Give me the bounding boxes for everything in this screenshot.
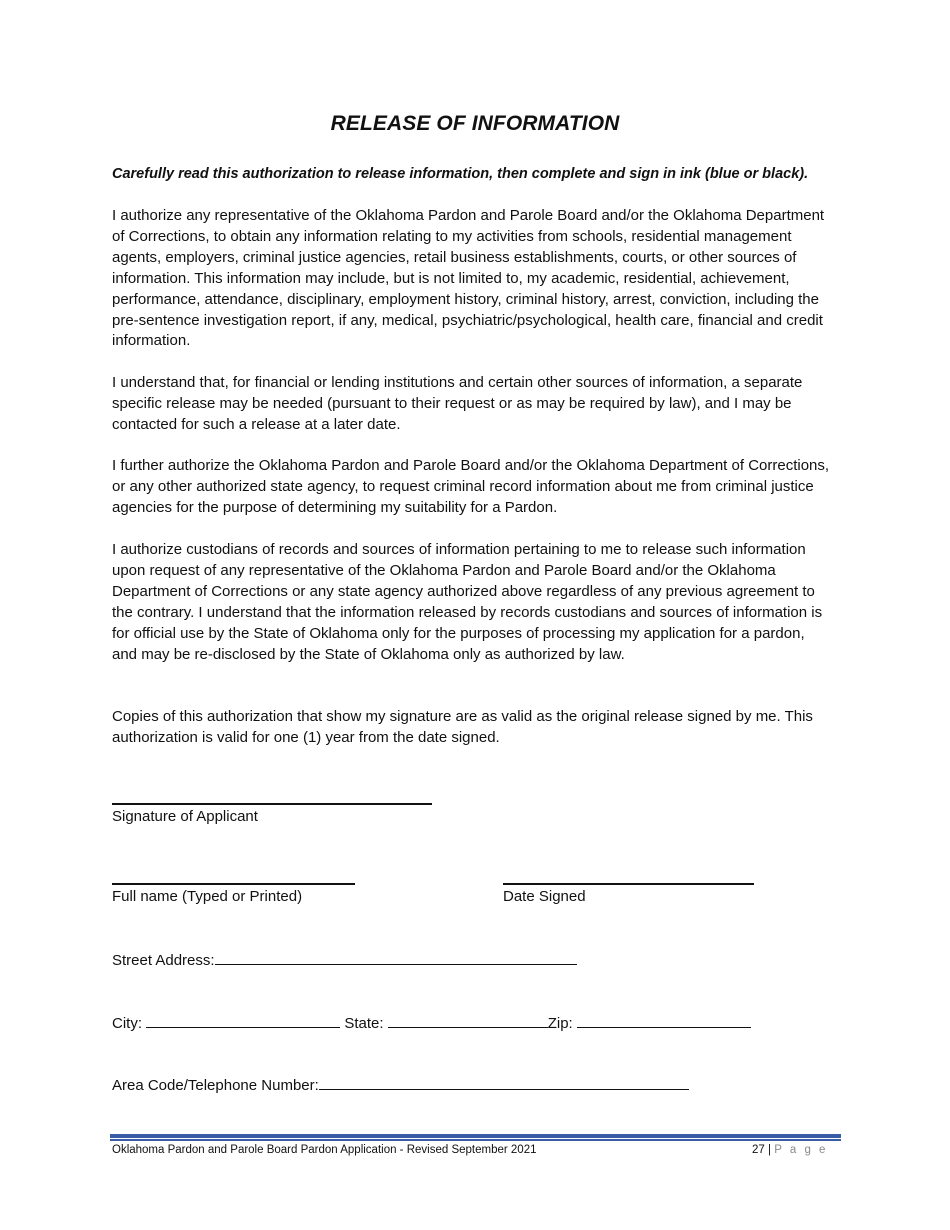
page-title: RELEASE OF INFORMATION: [330, 112, 620, 135]
city-line[interactable]: [146, 1013, 340, 1028]
signature-line[interactable]: [112, 803, 432, 805]
street-address-line[interactable]: [215, 950, 577, 965]
page-number: 27: [752, 1144, 765, 1156]
telephone-field: [112, 1075, 689, 1094]
city-label: City:: [112, 1015, 142, 1032]
page-number-block: [752, 1144, 828, 1156]
telephone-line[interactable]: [319, 1075, 689, 1090]
signature-label: Signature of Applicant: [112, 808, 258, 825]
page-word: P a g e: [774, 1144, 828, 1156]
footer-text: Oklahoma Pardon and Parole Board Pardon Application - Revised September 2021: [112, 1144, 537, 1156]
paragraph-authorize: I authorize any representative of the Oklahoma Pardon and Parole Board and/or the Oklahoma Department of Corrections, to obtain any information relating to my activities from schools, residential management agents, employers, criminal justice agencies, retail business establishments, courts, or other sources of information. This information may include, but is not limited to, my academic, residential, achievement, performance, attendance, disciplinary, employment history, criminal history, arrest, conviction, including the pre-sentence investigation report, if any, medical, psychiatric/psychological, health care, financial and credit information.: [112, 207, 825, 350]
instruction-text: Carefully read this authorization to release information, then complete and sign in ink (blue or black).: [112, 166, 809, 182]
street-address-label: Street Address:: [112, 952, 215, 969]
telephone-label: Area Code/Telephone Number:: [112, 1077, 319, 1094]
page-separator: |: [768, 1144, 771, 1156]
paragraph-understand: I understand that, for financial or lending institutions and certain other sources of information, a separate specific release may be needed (pursuant to their request or as may be required by law), and I may be contacted for such a release at a later date.: [112, 374, 803, 433]
city-state-zip-field: [112, 1013, 751, 1032]
paragraph-further-authorize: I further authorize the Oklahoma Pardon and Parole Board and/or the Oklahoma Department of Corrections, or any other authorized state agency, to request criminal record information about me from criminal justice agencies for the purpose of determining my suitability for a Pardon.: [112, 457, 830, 516]
full-name-label: Full name (Typed or Printed): [112, 888, 303, 905]
street-address-field: [112, 950, 577, 969]
paragraph-copies: Copies of this authorization that show my signature are as valid as the original release signed by me. This authorization is valid for one (1) year from the date signed.: [112, 708, 813, 746]
full-name-line[interactable]: [112, 883, 355, 885]
zip-label: Zip:: [547, 1015, 573, 1032]
footer-rule: [110, 1134, 841, 1138]
state-label: State:: [344, 1015, 384, 1032]
state-line[interactable]: [388, 1013, 548, 1028]
zip-line[interactable]: [577, 1013, 751, 1028]
date-signed-label: Date Signed: [503, 888, 586, 905]
paragraph-custodians: I authorize custodians of records and sources of information pertaining to me to release such information upon request of any representative of the Oklahoma Pardon and Parole Board and/or the Oklahoma Department of Corrections or any state agency authorized above regardless of any previous agreement to the contrary. I understand that the information released by records custodians and sources of information is for official use by the State of Oklahoma only for the purposes of processing my application for a pardon, and may be re-disclosed by the State of Oklahoma only as authorized by law.: [112, 541, 823, 663]
footer-rule-thin: [110, 1139, 841, 1141]
date-signed-line[interactable]: [503, 883, 754, 885]
